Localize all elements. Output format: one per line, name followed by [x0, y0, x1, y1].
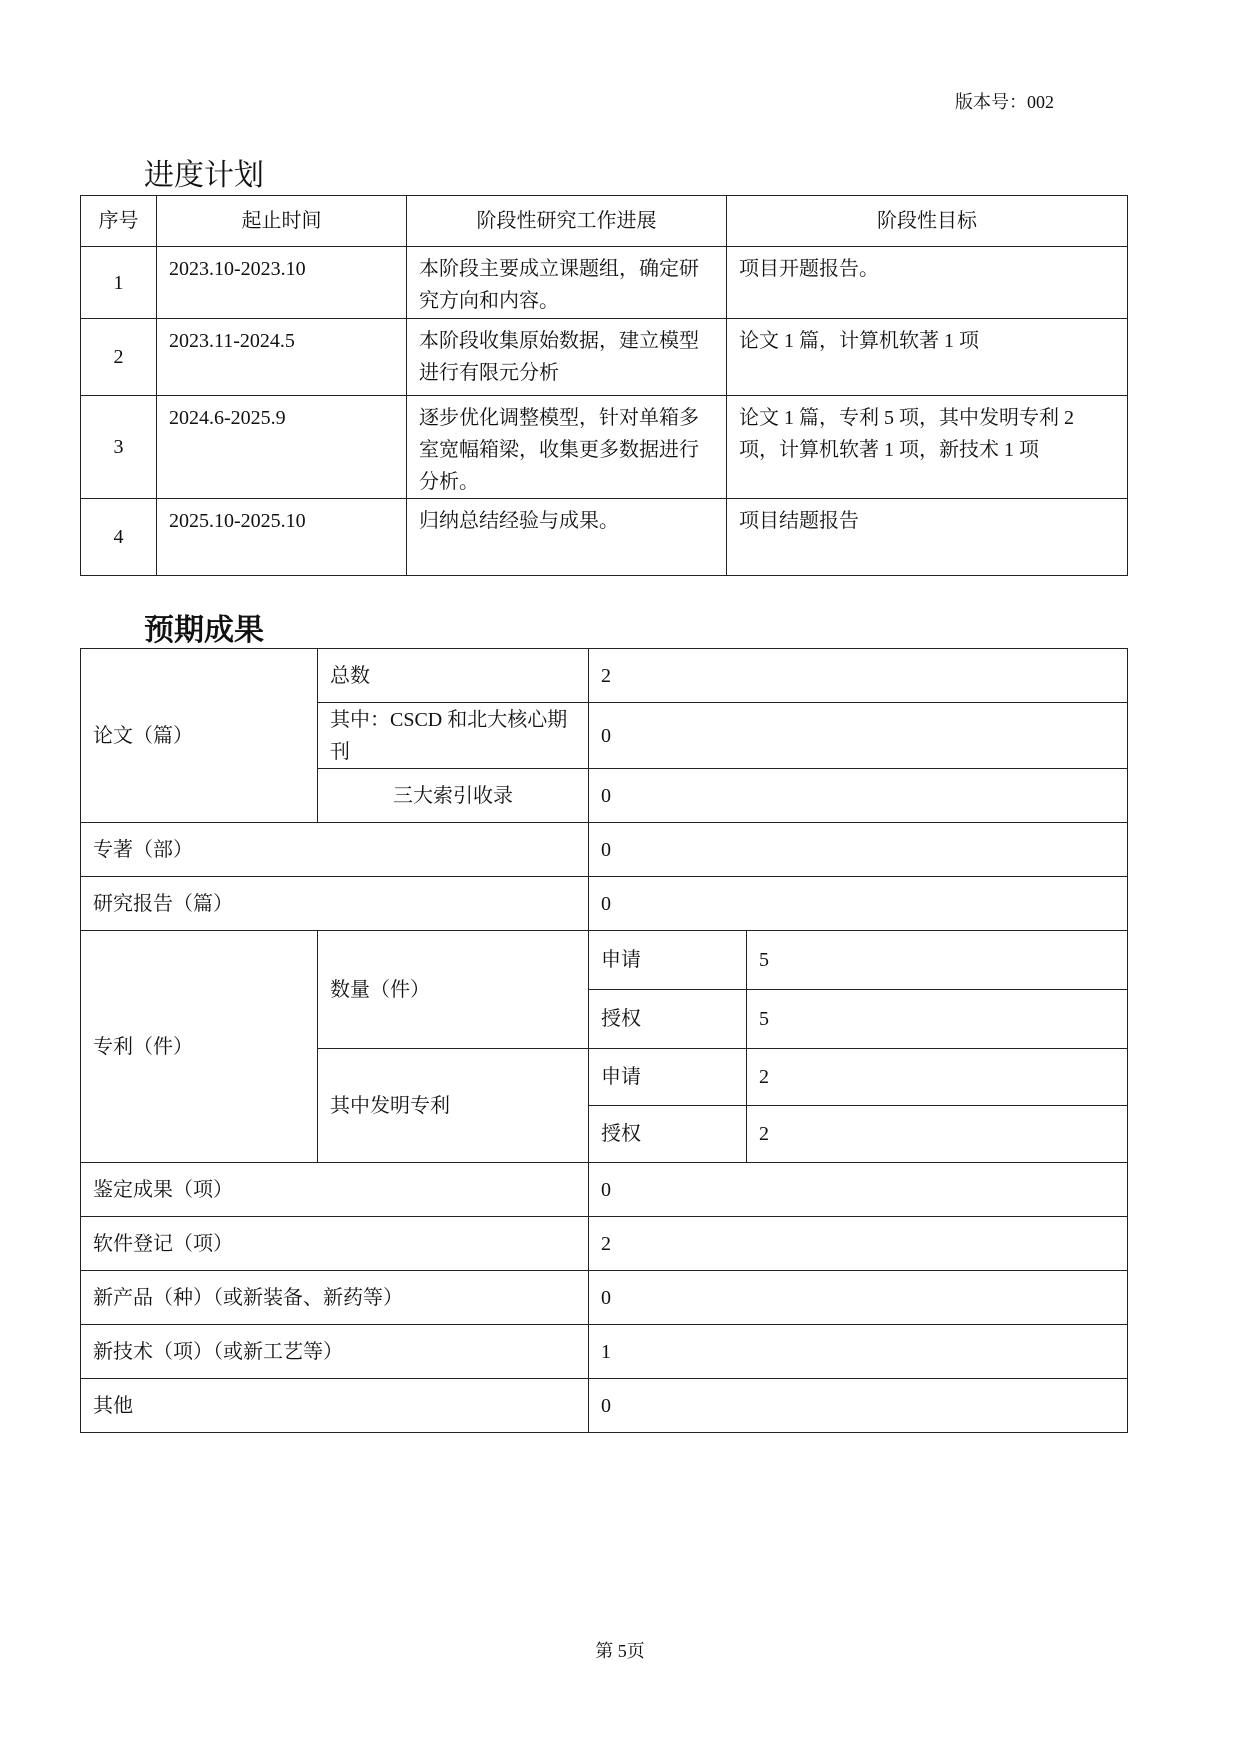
monograph-label: 专著（部）: [81, 823, 589, 877]
report-value: 0: [589, 877, 1128, 931]
papers-total-value: 2: [589, 649, 1128, 703]
papers-label: 论文（篇）: [81, 649, 318, 823]
row-no: 4: [81, 499, 157, 576]
page-number: 第 5页: [595, 1641, 645, 1661]
patent-count-grant-label: 授权: [589, 990, 747, 1049]
product-value: 0: [589, 1271, 1128, 1325]
row-work: 归纳总结经验与成果。: [407, 499, 727, 576]
row-period: 2023.10-2023.10: [157, 247, 407, 319]
table-row: [81, 1325, 1128, 1379]
row-goal: 论文 1 篇，专利 5 项，其中发明专利 2 项，计算机软著 1 项，新技术 1 项: [727, 396, 1128, 499]
product-label: 新产品（种）（或新装备、新药等）: [81, 1271, 589, 1325]
table-row: [81, 1379, 1128, 1433]
patent-inv-apply-value: 2: [747, 1049, 1128, 1106]
plan-title: 进度计划: [144, 158, 264, 193]
other-label: 其他: [81, 1379, 589, 1433]
appraisal-label: 鉴定成果（项）: [81, 1163, 589, 1217]
software-label: 软件登记（项）: [81, 1217, 589, 1271]
patent-inv-apply-label: 申请: [589, 1049, 747, 1106]
monograph-value: 0: [589, 823, 1128, 877]
patent-count-apply-label: 申请: [589, 931, 747, 990]
row-work: 本阶段主要成立课题组，确定研究方向和内容。: [407, 247, 727, 319]
other-value: 0: [589, 1379, 1128, 1433]
row-goal: 论文 1 篇，计算机软著 1 项: [727, 319, 1128, 396]
patent-inv-grant-label: 授权: [589, 1106, 747, 1163]
table-row: [81, 931, 1128, 990]
row-work: 逐步优化调整模型，针对单箱多室宽幅箱梁，收集更多数据进行分析。: [407, 396, 727, 499]
papers-index-value: 0: [589, 769, 1128, 823]
table-header-row: [81, 196, 1128, 247]
row-goal: 项目开题报告。: [727, 247, 1128, 319]
table-row: [81, 499, 1128, 576]
row-period: 2023.11-2024.5: [157, 319, 407, 396]
report-label: 研究报告（篇）: [81, 877, 589, 931]
version-number: 版本号：002: [955, 92, 1054, 112]
patent-inv-grant-value: 2: [747, 1106, 1128, 1163]
table-row: [81, 649, 1128, 703]
row-no: 2: [81, 319, 157, 396]
table-row: [81, 823, 1128, 877]
patent-label: 专利（件）: [81, 931, 318, 1163]
technology-value: 1: [589, 1325, 1128, 1379]
col-header-work: 阶段性研究工作进展: [407, 196, 727, 247]
expected-results-table: [80, 648, 1128, 1433]
patent-count-apply-value: 5: [747, 931, 1128, 990]
table-row: [81, 1217, 1128, 1271]
papers-cscd-label: 其中：CSCD 和北大核心期刊: [318, 703, 589, 769]
col-header-period: 起止时间: [157, 196, 407, 247]
col-header-goal: 阶段性目标: [727, 196, 1128, 247]
patent-invention-label: 其中发明专利: [318, 1049, 589, 1163]
papers-index-label: 三大索引收录: [318, 769, 589, 823]
appraisal-value: 0: [589, 1163, 1128, 1217]
technology-label: 新技术（项）（或新工艺等）: [81, 1325, 589, 1379]
col-header-no: 序号: [81, 196, 157, 247]
table-row: [81, 319, 1128, 396]
row-goal: 项目结题报告: [727, 499, 1128, 576]
row-no: 3: [81, 396, 157, 499]
row-work: 本阶段收集原始数据，建立模型进行有限元分析: [407, 319, 727, 396]
table-row: [81, 247, 1128, 319]
row-no: 1: [81, 247, 157, 319]
table-row: [81, 1163, 1128, 1217]
papers-cscd-value: 0: [589, 703, 1128, 769]
results-title: 预期成果: [144, 613, 264, 648]
table-row: [81, 396, 1128, 499]
row-period: 2025.10-2025.10: [157, 499, 407, 576]
table-row: [81, 877, 1128, 931]
patent-count-grant-value: 5: [747, 990, 1128, 1049]
software-value: 2: [589, 1217, 1128, 1271]
progress-plan-table: [80, 195, 1128, 576]
patent-count-label: 数量（件）: [318, 931, 589, 1049]
table-row: [81, 1271, 1128, 1325]
row-period: 2024.6-2025.9: [157, 396, 407, 499]
papers-total-label: 总数: [318, 649, 589, 703]
